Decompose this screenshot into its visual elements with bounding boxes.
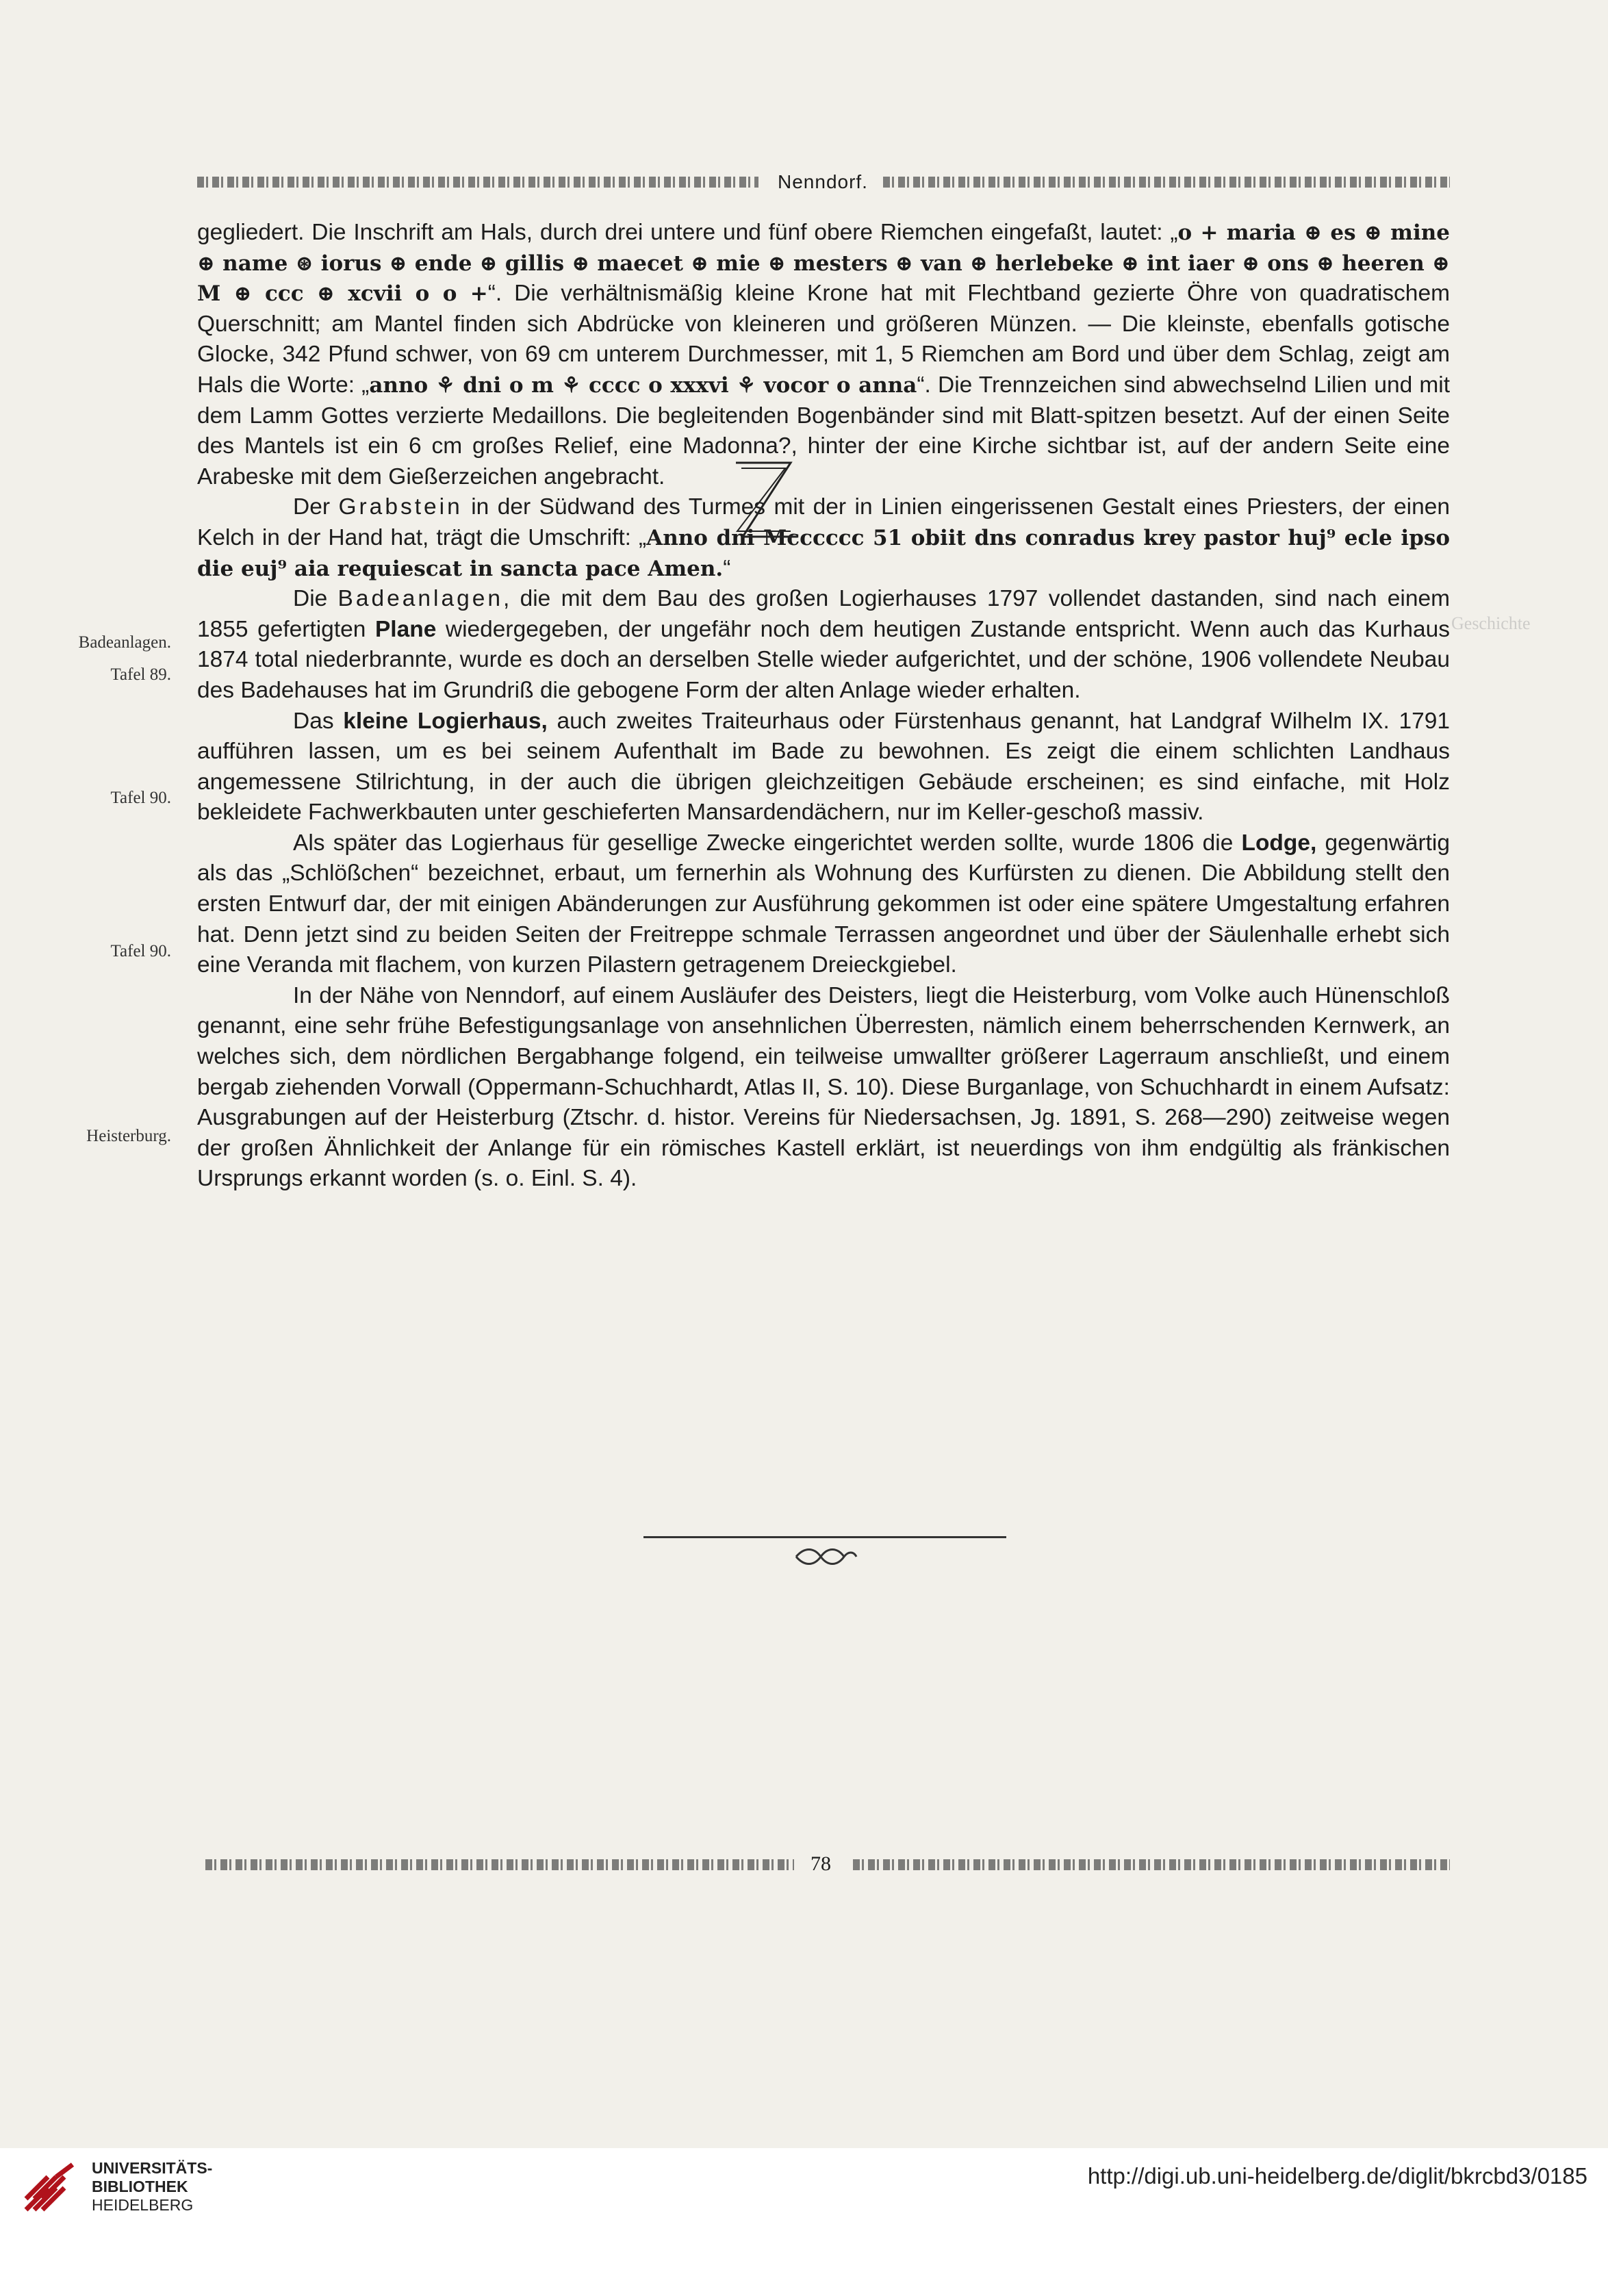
paragraph [197,584,1450,706]
flourish-ornament-icon [791,1544,859,1569]
text-run: auch zweites Traiteurhaus oder Fürstenhaus genannt, hat Landgraf Wilhelm IX. 1791 aufführen lassen, um es bei seinem Aufenthalt im Bade zu bewohnen. Es zeigt die einem schlichten Landhaus angemessene Stilrichtung, in der auch die übrigen gleichzeitigen Gebäude erscheinen; es sind einfache, mit Holz bekleidete Fachwerkbauten unter geschieferten Mansardendächern, nur im Keller-geschoß massiv. [197,708,1450,826]
footer-ornament-left [205,1859,794,1870]
margin-note-tafel-90-second: Tafel 90. [110,942,171,960]
text-run: anno ⚘ dni o m ⚘ cccc o xxxvi ⚘ vocor o anna [369,372,917,398]
text-run: Der [293,494,339,520]
paragraph [197,981,1450,1195]
header-ornament-right [883,177,1450,188]
text-run: Die [293,586,338,612]
paragraph [197,828,1450,981]
text-run: in der Südwand des Turmes mit der in Linien eingerissenen Gestalt eines Priesters, der einen Kelch in der Hand hat, trägt die Umschrift: „ [197,494,1450,550]
university-library-logo-icon [19,2158,78,2217]
source-url-link[interactable]: http://digi.ub.uni-heidelberg.de/diglit/bkrcbd3/0185 [1087,2163,1587,2189]
text-run: o + maria ⊕ es ⊕ mine ⊕ name ⊛ iorus ⊕ ende ⊕ gillis ⊕ maecet ⊕ mie ⊕ mesters ⊕ van ⊕ herlebeke ⊕ int iaer ⊕ ons ⊕ heeren ⊕ M ⊕ ccc ⊕ xcvii o o + [197,220,1450,307]
library-name-line2: BIBLIOTHEK [92,2178,188,2195]
end-rule [643,1536,1006,1538]
bleed-through-decoration: Geschichte [1451,613,1531,633]
text-run: Lodge, [1241,830,1317,856]
margin-note-badeanlagen: Badeanlagen. [78,633,171,652]
paragraph [197,492,1450,584]
margin-note-tafel-89: Tafel 89. [110,665,171,684]
library-name-line1: UNIVERSITÄTS- [92,2159,213,2177]
text-run: In der Nähe von Nenndorf, auf einem Ausläufer des Deisters, liegt die Heisterburg, vom Volke auch Hünenschloß genannt, eine sehr frühe Befestigungsanlage von ansehnlichen Überresten, nämlich einem beherrschenden Kernwerk, an welches sich, dem nördlichen Bergabhange folgend, ein teilweise umwallter größerer Lagerraum anschließt, und einem bergab ziehenden Vorwall (Oppermann-Schuchhardt, Atlas II, S. 10). Diese Burganlage, von Schuchhardt in einem Aufsatz: Ausgrabungen auf der Heisterburg (Ztschr. d. histor. Vereins für Niedersachsen, Jg. 1891, S. 268—290) zeitweise wegen der großen Ähnlichkeit der Anlange für ein römisches Kastell erklärt, ist neuerdings von ihm endgültig als fränkischen Ursprungs erkannt worden (s. o. Einl. S. 4). [197,982,1450,1192]
text-run: gegenwärtig als das „Schlößchen“ bezeichnet, erbaut, um fernerhin als Wohnung des Kurfürsten zu dienen. Die Abbildung stellt den ersten Entwurf dar, der mit einigen Abänderungen zur Ausführung gekommen ist oder eine spätere Umgestaltung erfahren hat. Denn jetzt sind zu beiden Seiten der Freitreppe schmale Terrassen angeordnet und über der Säulenhalle erhebt sich eine Veranda mit flachem, von kurzen Pilastern getragenem Dreieckgiebel. [197,830,1450,978]
body-text [197,218,1450,1195]
library-name-line3: HEIDELBERG [92,2196,194,2214]
text-run: Grabstein [338,494,463,520]
text-run: Badeanlagen [337,586,504,612]
margin-note-tafel-90: Tafel 90. [110,789,171,807]
library-name [92,2159,212,2215]
text-run: “. Die Trennzeichen sind abwechselnd Lilien und mit dem Lamm Gottes verzierte Medaillons. Die begleitenden Bogenbänder sind mit Blatt-spitzen besetzt. Auf der einen Seite des Mantels ist ein 6 cm großes Relief, eine Madonna?, hinter der eine Kirche sichtbar ist, auf der andern Seite eine Arabeske mit dem Gießerzeichen angebracht. [197,372,1450,489]
text-run: “ [723,555,731,581]
header-ornament-left [197,177,758,188]
margin-note-heisterburg: Heisterburg. [86,1127,171,1145]
paragraph [197,218,1450,492]
text-run: gegliedert. Die Inschrift am Hals, durch drei untere und fünf obere Riemchen eingefaßt, lautet: „ [197,220,1178,245]
text-run: kleine Logierhaus, [343,708,548,734]
text-run: Anno dni Mcccccc 51 obiit dns conradus krey pastor huj⁹ ecle ipso die euj⁹ aia requiescat in sancta pace Amen. [197,525,1451,581]
text-run: Plane [374,616,437,642]
founders-mark-icon [722,456,803,544]
text-run: wiedergegeben, der ungefähr noch dem heutigen Zustande entspricht. Wenn auch das Kurhaus 1874 total niederbrannte, wurde es doch an derselben Stelle wieder aufgerichtet, und der schöne, 1906 vollendete Neubau des Badehauses hat im Grundriß die gebogene Form der alten Anlage wieder erhalten. [197,616,1451,703]
page-number: 78 [811,1852,831,1875]
text-run: “. Die verhältnismäßig kleine Krone hat mit Flechtband gezierte Öhre von quadratischem Querschnitt; am Mantel finden sich Abdrücke von kleineren und größeren Münzen. — Die kleinste, ebenfalls gotische Glocke, 342 Pfund schwer, von 69 cm unterem Durchmesser, mit 1, 5 Riemchen am Bord und über dem Schlag, zeigt am Hals die Worte: „ [197,281,1450,398]
text-run: Das [293,708,344,734]
running-header: Nenndorf. [778,171,868,192]
text-run: , die mit dem Bau des großen Logierhauses 1797 vollendet dastanden, sind nach einem 1855 gefertigten [197,586,1450,642]
footer-ornament-right [853,1859,1450,1870]
text-run: Als später das Logierhaus für gesellige Zwecke eingerichtet werden sollte, wurde 1806 die [293,830,1242,856]
paragraph [197,706,1450,828]
